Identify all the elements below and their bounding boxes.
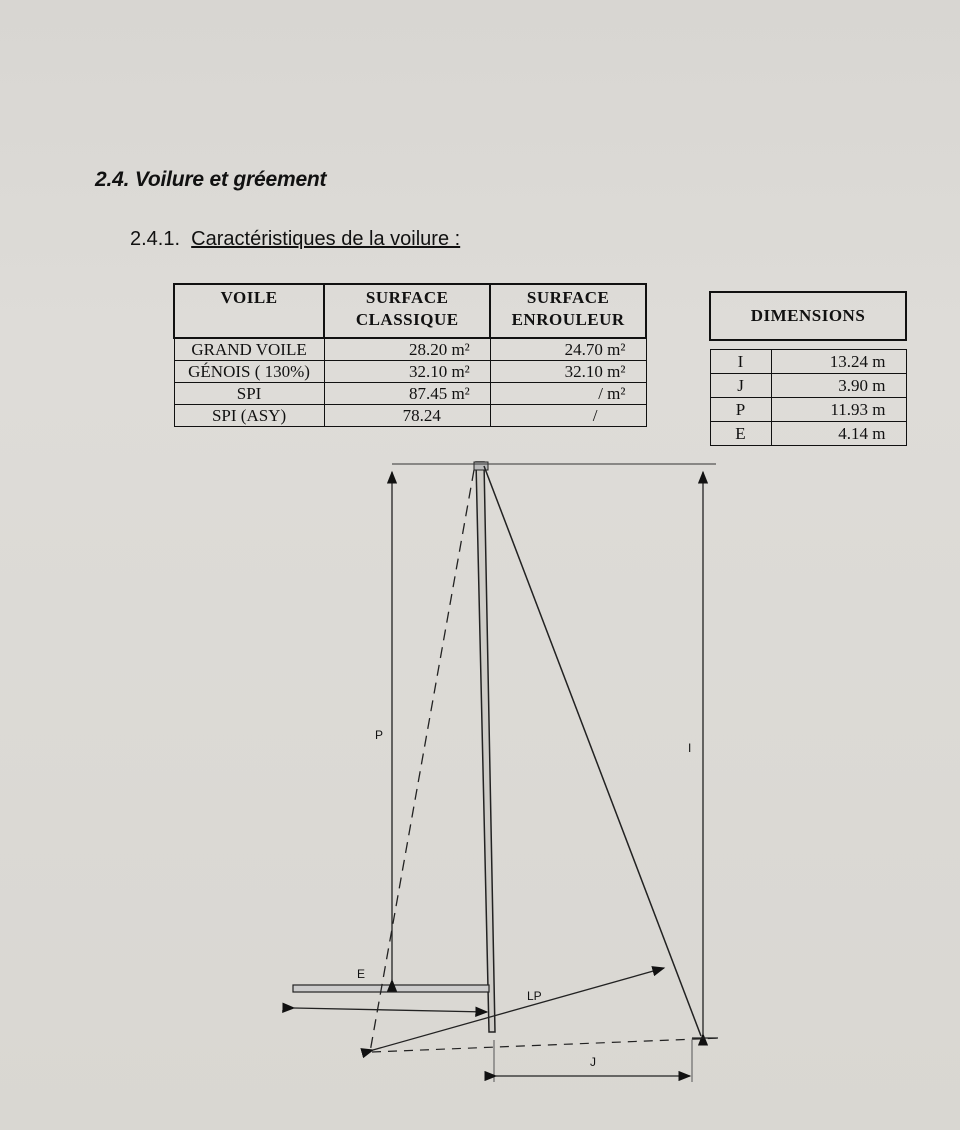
lp-dimension-arrow: [373, 968, 664, 1050]
section-title: Voilure et gréement: [134, 168, 327, 191]
label-i: I: [688, 741, 692, 755]
mast: [476, 462, 495, 1032]
cell-classique: 78.24: [324, 405, 490, 427]
e-dimension-arrow: [294, 1008, 487, 1012]
header-dimensions: DIMENSIONS: [710, 292, 906, 340]
spinnaker-line: [370, 470, 474, 1052]
dim-value: 13.24 m: [771, 350, 906, 374]
dim-value: 3.90 m: [771, 374, 906, 398]
cell-enrouleur: 32.10 m²: [490, 361, 646, 383]
boom: [293, 985, 489, 992]
subsection-number: 2.4.1.: [130, 228, 181, 250]
header-surface-classique: SURFACE CLASSIQUE: [324, 284, 490, 338]
label-e: E: [357, 967, 366, 981]
dim-key: I: [710, 350, 771, 374]
cell-voile: GRAND VOILE: [174, 338, 324, 361]
cell-enrouleur: /: [490, 405, 646, 427]
label-lp: LP: [527, 989, 542, 1003]
dim-key: J: [710, 374, 771, 398]
section-number: 2.4.: [95, 168, 130, 191]
label-p: P: [375, 728, 384, 742]
header-voile: VOILE: [174, 284, 324, 338]
subsection-title: Caractéristiques de la voilure :: [191, 228, 461, 250]
masthead: [474, 462, 488, 470]
cell-classique: 87.45 m²: [324, 383, 490, 405]
forestay: [484, 466, 701, 1036]
cell-voile: SPI: [174, 383, 324, 405]
cell-enrouleur: 24.70 m²: [490, 338, 646, 361]
dim-key: P: [710, 398, 771, 422]
label-j: J: [590, 1055, 596, 1069]
dim-value: 11.93 m: [771, 398, 906, 422]
header-surface-enrouleur: SURFACE ENROULEUR: [490, 284, 646, 338]
cell-voile: SPI (ASY): [174, 405, 324, 427]
cell-classique: 32.10 m²: [324, 361, 490, 383]
cell-classique: 28.20 m²: [324, 338, 490, 361]
deck-reference-line: [372, 1038, 722, 1052]
cell-voile: GÉNOIS ( 130%): [174, 361, 324, 383]
dim-key: E: [710, 422, 771, 446]
cell-enrouleur: / m²: [490, 383, 646, 405]
dim-value: 4.14 m: [771, 422, 906, 446]
